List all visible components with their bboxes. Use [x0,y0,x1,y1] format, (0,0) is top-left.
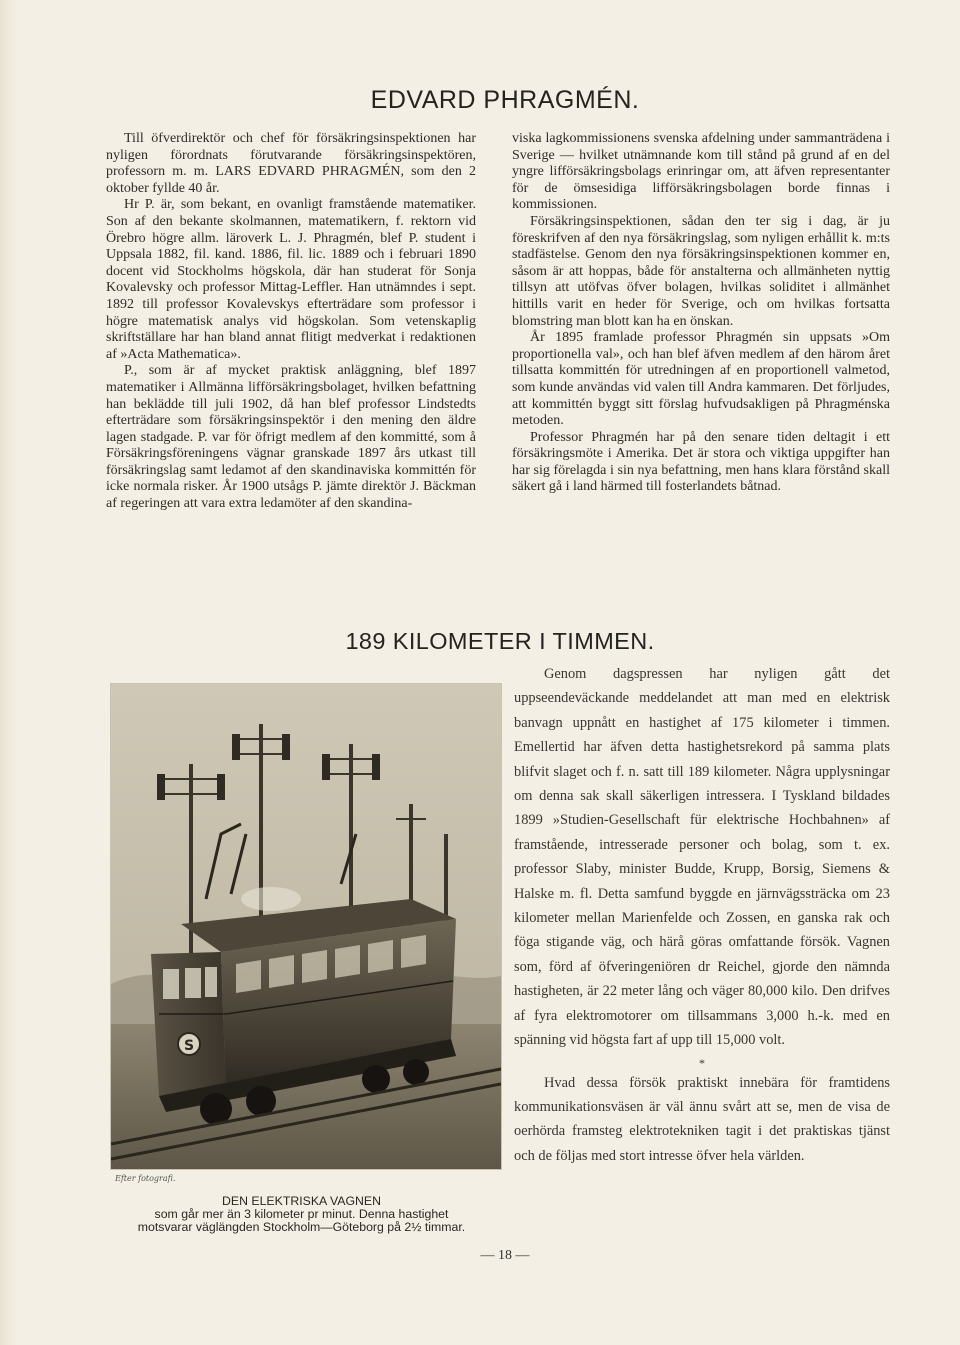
article1-paragraph: Professor Phragmén har på den senare tiden deltagit i ett försäkringsmöte i Amerika. Det är stora och viktiga uppgifter han har sig förelagda i sin nya befattning, men hans klara förstånd skall säkert gå i land härmed till fosterlandets båtnad. [512,429,890,495]
article1-paragraph: Hr P. är, som bekant, en ovanligt framstående matematiker. Son af den bekante skolmannen, matematikern, f. rektorn vid Örebro högre allm. läroverk L. J. Phragmén, blef P. student i Uppsala 1882, fil. kand. 1886, fil. lic. 1889 och i februari 1890 docent vid Stockholms högskola, där han studerat för Sonja Kovalevsky och professor Mittag-Leffler. Han utnämndes i sept. 1892 till professor Kovalevskys efterträdare som professor i högre matematisk analys vid högskolan. Som vetenskaplig skriftställare har han bland annat flitigt medverkat i redaktionen af »Acta Mathematica». [106,197,476,362]
caption-title: DEN ELEKTRISKA VAGNEN [222,1194,381,1208]
article-title-kilometer: 189 KILOMETER I TIMMEN. [345,628,655,654]
article1-paragraph: Försäkringsinspektionen, sådan den ter sig i dag, är ju föreskrifven af den nya försäkringslag, som nyligen erhållit k. m:ts stadfästelse. Genom den nya försäkringsinspektionen kommer en, såsom är att hoppas, både för anstalterna och allmänheten nyttig tillsyn att utöfvas öfver bolagen, hvilkas soliditet i allmänhet hittills varit en heder för Sverige, och om hvilkas fortsatta blomstring man blott kan ha en önskan. [512,213,890,329]
article2-paragraph: Genom dagspressen har nyligen gått det uppseendeväckande meddelandet att man med en elektrisk banvagn uppnått en hastighet af 175 kilometer i timmen. Emellertid har äfven detta hastighetsrekord på samma plats blifvit slaget och f. n. satt till 189 kilometer. Några upplysningar om denna sak skall säkerligen intressera. I Tyskland bildades 1899 »Studien-Gesellschaft für elektrische Hochbahnen» af framstående, intresserade personer och bolag, som t. ex. professor Slaby, minister Budde, Krupp, Borsig, Siemens & Halske m. fl. Detta samfund byggde en järnvägssträcka om 23 kilometer mellan Marienfelde och Zossen, en ganska rak och föga stigande väg, och härå göras omfattande försök. Vagnen som, förd af öfveringeniören dr Reichel, gjorde den nämnda hastigheten, är 22 meter lång och väger 80,000 kilo. Den drifves af fyra elektromotorer om tillsammans 3,000 h.-k. med en spänning vid högsta fart af upp till 15,000 volt. [514,666,890,1049]
page-edge [0,0,18,1345]
article2-column [514,662,890,1168]
article2-paragraph: Hvad dessa försök praktiskt innebära för framtidens kommunikationsväsen är väl ännu svårt att se, men de visa de oerhörda framsteg elektrotekniken tagit i det praktiskas tjänst och de följas med stort intresse öfver hela världen. [514,1074,890,1164]
article1-paragraph: Till öfverdirektör och chef för försäkringsinspektionen har nyligen förordnats förutvarande försäkringsinspektören, professorn m. m. LARS EDVARD PHRAGMÉN, som den 2 oktober fyllde 40 år. [106,131,476,196]
article1-left-column [106,131,476,513]
photo-credit: Efter fotografi. [115,1174,176,1183]
caption-line: som går mer än 3 kilometer pr minut. Denna hastighet [154,1207,449,1221]
article-title-phragmen: EDVARD PHRAGMÉN. [370,86,640,114]
section-separator: * [699,1055,705,1070]
article1-paragraph: P., som är af mycket praktisk anläggning, blef 1897 matematiker i Allmänna lifförsäkringsbolaget, hvilken befattning han beklädde till juli 1902, då han blef professor Lindstedts efterträdare som försäkringsinspektör i den mening den äldre lagen stadgade. P. var för öfrigt medlem af den kommitté, som å Försäkringsföreningens vägnar granskade 1897 års utkast till försäkringslag samt ledamot af den skandinaviska kommittén för icke normala risker. År 1900 utsågs P. jämte direktör J. Bäckman af regeringen att vara extra ledamöter af den skandina- [106,363,476,512]
page-number: — 18 — [480,1248,530,1263]
article1-paragraph: viska lagkommissionens svenska afdelning under sammanträdena i Sverige — hvilket utnämnande kom till stånd på grund af en del yngre lifförsäkringsbolags erinringar om, att äfven representanter för de ömsesidiga lifförsäkringsbolagen borde finnas i kommissionen. [512,131,890,213]
article1-paragraph: År 1895 framlade professor Phragmén sin uppsats »Om proportionella val», och han blef äfven medlem af den härom året tillsatta kommittén för utredningen af en proportionell valmetod, som kunde användas vid valen till Andra kammaren. Det förljudes, att kommittén byggt sitt förslag hufvudsakligen på Phragménska metoden. [512,330,890,429]
electric-train-illustration [111,684,501,1169]
caption-line: motsvarar väglängden Stockholm—Göteborg på 2½ timmar. [137,1220,466,1234]
train-photograph [110,683,502,1170]
wagon-emblem: S [183,1038,195,1054]
article1-right-column [512,131,890,496]
photo-caption [104,1195,499,1234]
